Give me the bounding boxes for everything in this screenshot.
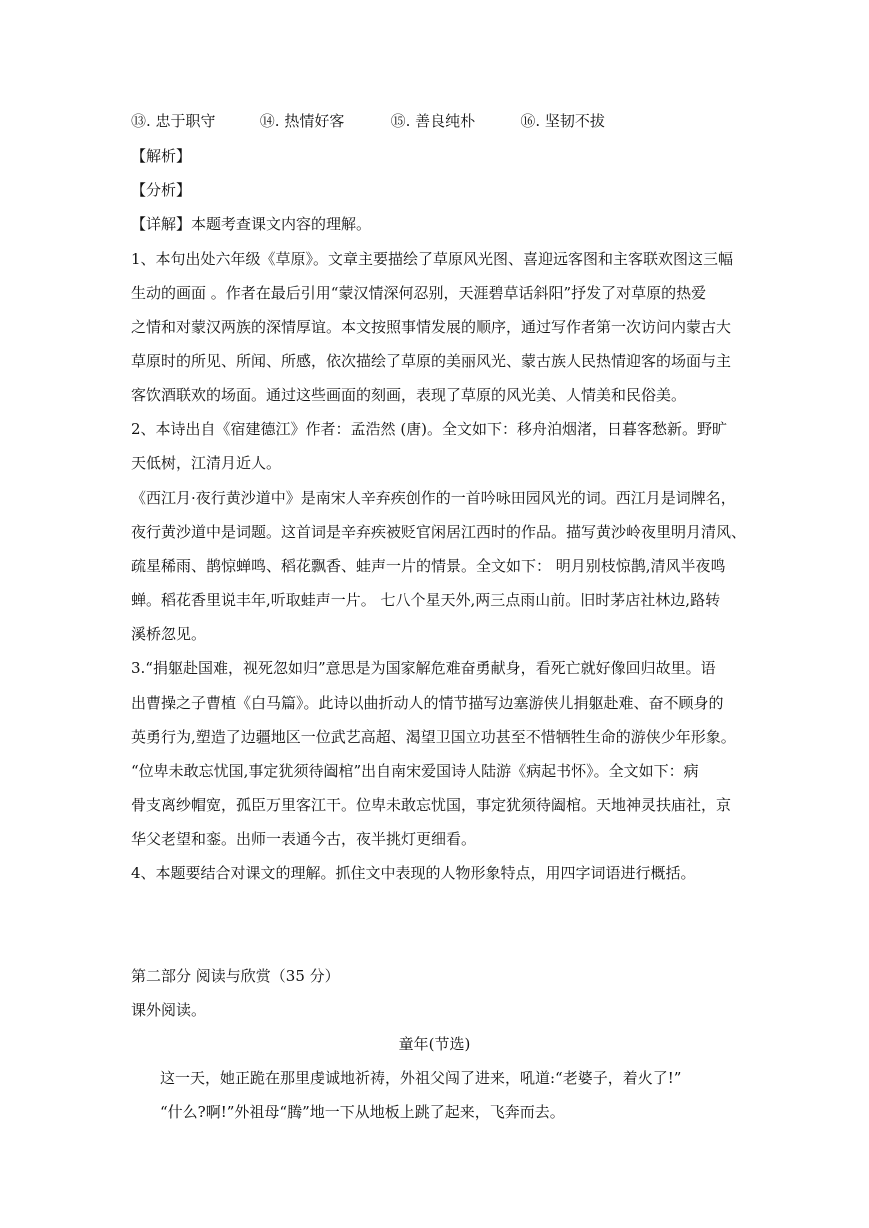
text-line: 之情和对蒙汉两族的深情厚谊。本文按照事情发展的顺序，通过写作者第一次访问内蒙古大 [131, 318, 732, 336]
answer-row [131, 111, 605, 131]
text-line: 疏星稀雨、鹊惊蝉鸣、稻花飘香、蛙声一片的情景。全文如下： 明月别枝惊鹊,清风半夜鸣 [131, 557, 726, 575]
answer-16: ⑯. 坚韧不拔 [520, 112, 605, 130]
text-line: “位卑未敢忘忧国,事定犹须待阖棺”出自南宋爱国诗人陆游《病起书怀》。全文如下：病 [131, 762, 699, 780]
text-line: 1、本句出处六年级《草原》。文章主要描绘了草原风光图、喜迎远客图和主客联欢图这三幅 [131, 250, 734, 268]
text-line: 客饮酒联欢的场面。通过这些画面的刻画，表现了草原的风光美、人情美和民俗美。 [131, 386, 687, 404]
answer-15: ⑮. 善良纯朴 [390, 112, 476, 130]
text-line: 出曹操之子曹植《白马篇》。此诗以曲折动人的情节描写边塞游侠儿捐躯赴难、奋不顾身的 [131, 694, 724, 712]
story-title: 童年(节选) [398, 1035, 471, 1053]
text-line: 2、本诗出自《宿建德江》作者：孟浩然 (唐)。全文如下：移舟泊烟渚，日暮客愁新。野旷 [131, 420, 728, 438]
text-line: 【详解】本题考查课文内容的理解。 [131, 215, 372, 233]
section-title: 第二部分 阅读与欣赏（35 分） [131, 967, 340, 985]
heading-fenxi: 【分析】 [131, 181, 192, 199]
text-line: 蝉。稻花香里说丰年,听取蛙声一片。 七八个星天外,两三点雨山前。旧时茅店社林边,路转 [131, 591, 721, 609]
story-paragraph: “什么?啊!”外祖母“腾”地一下从地板上跳了起来，飞奔而去。 [160, 1103, 565, 1121]
text-line: 英勇行为,塑造了边疆地区一位武艺高超、渴望卫国立功甚至不惜牺牲生命的游侠少年形象。 [131, 728, 736, 746]
heading-jiexi: 【解析】 [131, 147, 192, 165]
text-line: 骨支离纱帽宽，孤臣万里客江干。位卑未敢忘忧国，事定犹须待阖棺。天地神灵扶庙社，京 [131, 796, 732, 814]
text-line: 夜行黄沙道中是词题。这首词是辛弃疾被贬官闲居江西时的作品。描写黄沙岭夜里明月清风、 [131, 523, 747, 541]
text-line: 华父老望和銮。出师一表通今古，夜半挑灯更细看。 [131, 830, 477, 848]
text-line: 天低树，江清月近人。 [131, 454, 282, 472]
story-paragraph: 这一天，她正跪在那里虔诚地祈祷，外祖父闯了进来，吼道:“老婆子，着火了!” [160, 1069, 682, 1087]
text-line: 生动的画面 。作者在最后引用“蒙汉情深何忍别，天涯碧草话斜阳”抒发了对草原的热爱 [131, 284, 707, 302]
section-subtitle: 课外阅读。 [131, 1001, 207, 1019]
text-line: 4、本题要结合对课文的理解。抓住文中表现的人物形象特点，用四字词语进行概括。 [131, 864, 696, 882]
answer-13: ⑬. 忠于职守 [131, 112, 216, 130]
text-line: 3.“捐躯赴国难，视死忽如归”意思是为国家解危难奋勇献身，看死亡就好像回归故里。语 [131, 659, 716, 677]
answer-14: ⑭. 热情好客 [259, 112, 345, 130]
text-line: 溪桥忽见。 [131, 625, 207, 643]
text-line: 《西江月·夜行黄沙道中》是南宋人辛弃疾创作的一首吟咏田园风光的词。西江月是词牌名， [131, 489, 736, 507]
text-line: 草原时的所见、所闻、所感，依次描绘了草原的美丽风光、蒙古族人民热情迎客的场面与主 [131, 352, 732, 370]
